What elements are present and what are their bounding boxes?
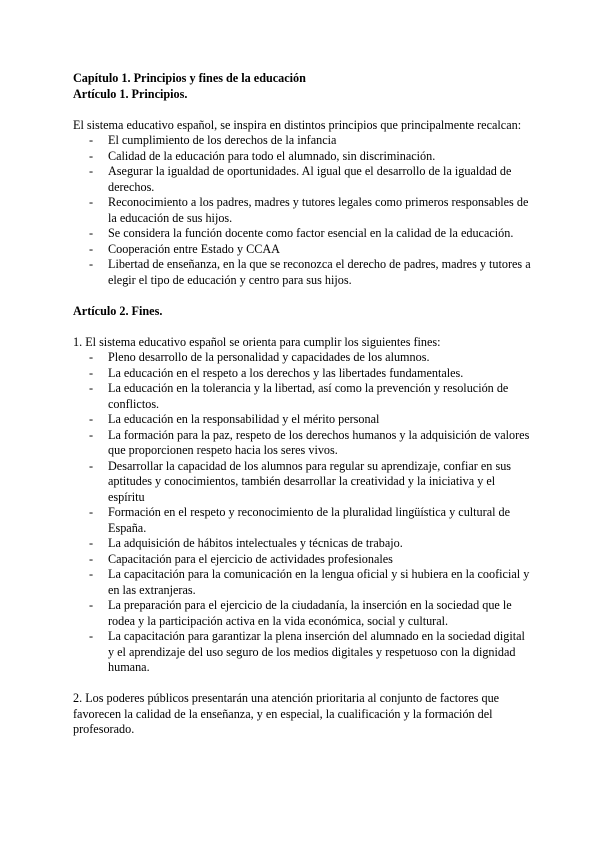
list-item: - Formación en el respeto y reconocimiento de la pluralidad lingüística y cultural de España.: [89, 505, 511, 535]
list-item: - La formación para la paz, respeto de los derechos humanos y la adquisición de valores que proporcionen respeto hacia los seres vivos.: [89, 427, 530, 457]
list-item: - Reconocimiento a los padres, madres y tutores legales como primeros responsables de la educación de sus hijos.: [89, 195, 529, 225]
list-item: - La capacitación para la comunicación en la lengua oficial y si hubiera en la cooficial y en las extranjeras.: [89, 567, 530, 597]
bullet-dash-icon: -: [89, 148, 94, 163]
bullet-dash-icon: -: [89, 427, 94, 442]
article-1-intro: El sistema educativo español, se inspira en distintos principios que principalmente recalcan:: [73, 117, 522, 132]
list-item: - La educación en la responsabilidad y el mérito personal: [89, 412, 380, 426]
bullet-dash-icon: -: [89, 195, 94, 209]
list-item: - Cooperación entre Estado y CCAA: [89, 241, 280, 256]
document-page: [73, 71, 533, 738]
article-2-title: Artículo 2. Fines.: [73, 303, 163, 318]
bullet-dash-icon: -: [89, 133, 94, 147]
bullet-dash-icon: -: [89, 458, 94, 473]
bullet-dash-icon: -: [89, 241, 94, 256]
bullet-dash-icon: -: [89, 598, 94, 612]
article-1-title: Artículo 1. Principios.: [73, 86, 188, 101]
bullet-dash-icon: -: [89, 629, 94, 643]
bullet-dash-icon: -: [89, 257, 94, 271]
list-item: - Asegurar la igualdad de oportunidades. Al igual que el desarrollo de la igualdad de derechos.: [89, 164, 512, 194]
list-item: - Pleno desarrollo de la personalidad y capacidades de los alumnos.: [89, 350, 430, 364]
bullet-dash-icon: -: [89, 505, 94, 519]
bullet-dash-icon: -: [89, 365, 94, 380]
bullet-dash-icon: -: [89, 536, 94, 550]
bullet-dash-icon: -: [89, 381, 94, 395]
bullet-dash-icon: -: [89, 350, 94, 364]
bullet-dash-icon: -: [89, 412, 94, 426]
article-2-closing: 2. Los poderes públicos presentarán una atención prioritaria al conjunto de factores que favorecen la calidad de la enseñanza, y en especial, la cualificación y la formación del profesorado.: [73, 691, 500, 736]
principles-list: [73, 133, 533, 288]
list-item: - El cumplimiento de los derechos de la infancia: [89, 133, 337, 147]
list-item: - La educación en la tolerancia y la libertad, así como la prevención y resolución de conflictos.: [89, 381, 509, 411]
bullet-dash-icon: -: [89, 551, 94, 566]
list-item: - La adquisición de hábitos intelectuales y técnicas de trabajo.: [89, 536, 403, 550]
bullet-dash-icon: -: [89, 226, 94, 240]
list-item: - La educación en el respeto a los derechos y las libertades fundamentales.: [89, 365, 464, 380]
bullet-dash-icon: -: [89, 567, 94, 581]
list-item: - Se considera la función docente como factor esencial en la calidad de la educación.: [89, 226, 514, 240]
article-2-intro: 1. El sistema educativo español se orienta para cumplir los siguientes fines:: [73, 334, 441, 349]
list-item: - Libertad de enseñanza, en la que se reconozca el derecho de padres, madres y tutores a elegir el tipo de educación y centro para sus hijos.: [89, 257, 531, 287]
list-item: - Desarrollar la capacidad de los alumnos para regular su aprendizaje, confiar en sus aptitudes y conocimientos, también desarrollar la creatividad y la iniciativa y el espíritu: [89, 458, 512, 504]
list-item: - La preparación para el ejercicio de la ciudadanía, la inserción en la sociedad que le rodea y la participación activa en la vida económica, social y cultural.: [89, 598, 512, 628]
list-item: - Calidad de la educación para todo el alumnado, sin discriminación.: [89, 148, 436, 163]
chapter-title: Capítulo 1. Principios y fines de la educación: [73, 71, 306, 85]
list-item: - La capacitación para garantizar la plena inserción del alumnado en la sociedad digital y el aprendizaje del uso seguro de los medios digitales y respetuoso con la dignidad humana.: [89, 629, 525, 674]
aims-list: [73, 350, 533, 676]
bullet-dash-icon: -: [89, 164, 94, 178]
list-item: - Capacitación para el ejercicio de actividades profesionales: [89, 551, 393, 566]
